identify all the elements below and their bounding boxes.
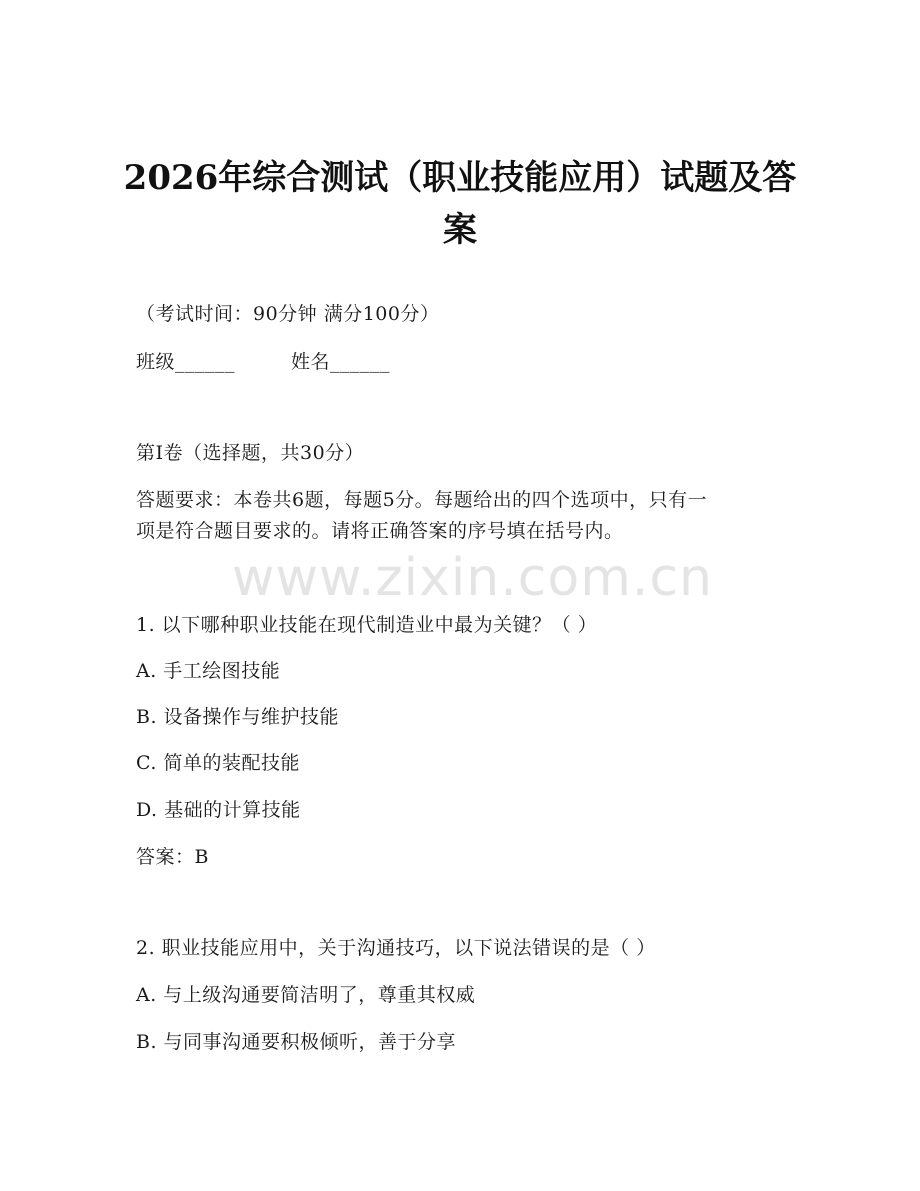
watermark: www.zixin.com.cn <box>232 548 713 608</box>
section-heading: 第I卷（选择题，共30分） <box>136 442 365 464</box>
document-title-line-1: 2026年综合测试（职业技能应用）试题及答 <box>123 158 797 198</box>
question-2-option-b: B. 与同事沟通要积极倾听，善于分享 <box>136 1031 457 1053</box>
question-2-stem: 2. 职业技能应用中，关于沟通技巧，以下说法错误的是（ ） <box>136 937 656 959</box>
name-field: 姓名______ <box>291 351 391 373</box>
instructions-line-1: 答题要求：本卷共6题，每题5分。每题给出的四个选项中，只有一 <box>136 489 708 511</box>
instructions-line-2: 项是符合题目要求的。请将正确答案的序号填在括号内。 <box>136 520 624 542</box>
question-1-option-d: D. 基础的计算技能 <box>136 799 301 821</box>
exam-info: （考试时间：90分钟 满分100分） <box>136 303 440 325</box>
question-1-option-b: B. 设备操作与维护技能 <box>136 706 340 728</box>
question-1-stem: 1. 以下哪种职业技能在现代制造业中最为关键？（ ） <box>136 614 598 636</box>
student-fields <box>136 349 390 375</box>
class-field: 班级______ <box>136 351 236 373</box>
question-1-answer: 答案：B <box>136 846 209 868</box>
document-title-line-2: 案 <box>443 210 477 250</box>
question-1-option-a: A. 手工绘图技能 <box>136 660 281 682</box>
question-1-option-c: C. 简单的装配技能 <box>136 752 300 774</box>
question-2-option-a: A. 与上级沟通要简洁明了，尊重其权威 <box>136 984 476 1006</box>
